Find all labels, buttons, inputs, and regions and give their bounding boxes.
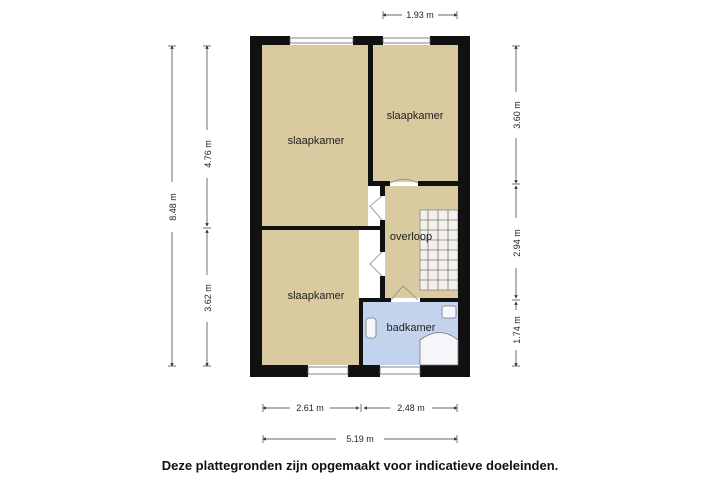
room-label-badkamer: badkamer (386, 322, 436, 334)
dim-label-top-right-width: 1.93 m (406, 10, 434, 20)
room-label-slaapkamer-top-left: slaapkamer (287, 135, 345, 147)
stairs (420, 210, 458, 290)
dim-label-right-lower: 1.74 m (512, 316, 522, 344)
dim-label-left-lower: 3.62 m (203, 284, 213, 312)
room-label-slaapkamer-bottom: slaapkamer (287, 290, 345, 302)
room-label-slaapkamer-top-right: slaapkamer (386, 110, 444, 122)
dim-label-bottom-left: 2.61 m (296, 403, 324, 413)
disclaimer-text: Deze plattegronden zijn opgemaakt voor indicatieve doeleinden. (161, 458, 559, 473)
dim-label-left-total: 8.48 m (168, 193, 178, 221)
dim-label-bottom-total: 5.19 m (346, 434, 374, 444)
dim-label-right-upper: 3.60 m (512, 101, 522, 129)
dim-label-bottom-right: 2.48 m (397, 403, 425, 413)
dim-label-left-upper: 4.76 m (203, 140, 213, 168)
room-label-overloop: overloop (389, 231, 433, 243)
dim-label-right-middle: 2.94 m (512, 229, 522, 257)
